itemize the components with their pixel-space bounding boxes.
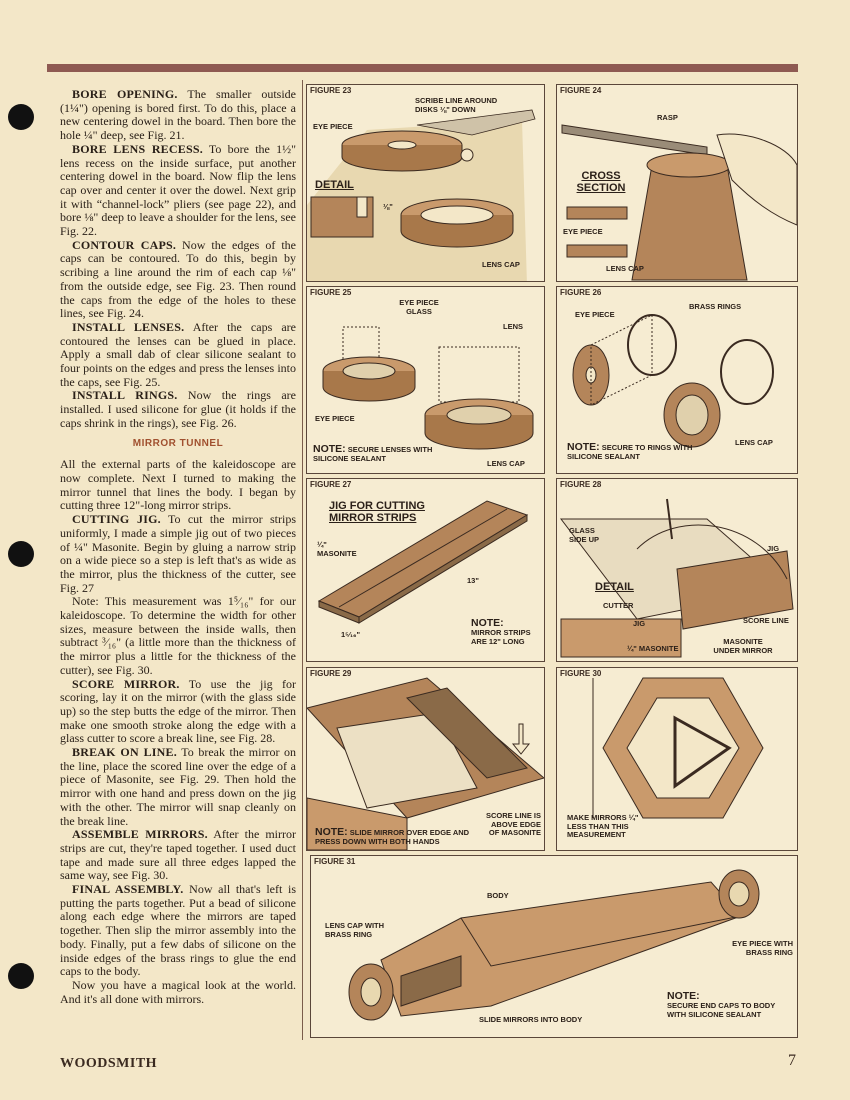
page-number: 7 bbox=[788, 1052, 796, 1069]
figure-label: 13" bbox=[467, 576, 479, 585]
figure-title: FIGURE 31 bbox=[314, 857, 356, 866]
paragraph-heading: CUTTING JIG. bbox=[72, 512, 161, 527]
note-heading: NOTE: bbox=[567, 441, 600, 453]
binder-hole bbox=[8, 104, 34, 130]
figure-label: LENS CAP WITH BRASS RING bbox=[325, 921, 385, 939]
figure-label: CUTTER bbox=[603, 601, 634, 610]
figure-25 bbox=[306, 286, 545, 474]
detail-heading: JIG FOR CUTTING MIRROR STRIPS bbox=[329, 500, 425, 524]
figure-label: BRASS RINGS bbox=[689, 302, 742, 311]
figure-26 bbox=[556, 286, 798, 474]
note-heading: NOTE: bbox=[471, 617, 504, 629]
binder-hole bbox=[8, 963, 34, 989]
paragraph-body: After the mirror strips are cut, they're taped together. I used duct tape and made sure all three edges lapped the same way, see Fig. 30. bbox=[60, 827, 296, 883]
note-body: SLIDE MIRROR OVER EDGE AND PRESS DOWN WITH BOTH HANDS bbox=[315, 828, 470, 846]
figure-29 bbox=[306, 667, 545, 851]
paragraph-heading: BORE LENS RECESS. bbox=[72, 141, 203, 156]
paragraph-body: All the external parts of the kaleidoscope are now complete. Next I turned to making the mirror tunnel that lines the body. I began by cutting three 12"-long mirror strips. bbox=[60, 457, 296, 513]
figure-note bbox=[567, 443, 717, 461]
detail-heading: DETAIL bbox=[595, 581, 634, 593]
paragraph-heading: CONTOUR CAPS. bbox=[72, 237, 177, 252]
paragraph bbox=[60, 979, 296, 1006]
figure-title: FIGURE 27 bbox=[310, 480, 352, 489]
paragraph bbox=[60, 88, 296, 143]
figure-label: 1⁵⁄₁₆" bbox=[341, 630, 361, 639]
figure-title: FIGURE 30 bbox=[560, 669, 602, 678]
figure-note bbox=[313, 445, 443, 463]
figure-label: ¼" MASONITE bbox=[627, 644, 679, 653]
figure-label: MAKE MIRRORS ¼" LESS THAN THIS MEASUREMENT bbox=[567, 813, 639, 839]
figure-label: BODY bbox=[487, 891, 509, 900]
paragraph-body: To use the jig for scoring, lay it on the mirror (with the glass side up) so the step butts the edge of the mirror. Then make one smooth stroke along the edge with a glass cutter to score a break line, see Fig. 28. bbox=[60, 676, 297, 746]
figure-label: LENS CAP bbox=[606, 264, 644, 273]
figure-label: SCRIBE LINE AROUND DISKS ⅛" DOWN bbox=[415, 96, 498, 114]
figure-note bbox=[471, 619, 541, 646]
paragraph bbox=[60, 321, 296, 390]
figure-31 bbox=[310, 855, 798, 1038]
column-divider bbox=[302, 80, 303, 1040]
figure-label: ¼" MASONITE bbox=[317, 540, 357, 558]
paragraph-body: Now the edges of the caps can be contoured. To do this, begin by scribing a line around the rim of each cap ⅛" from the outside edge, see Fig. 23. Then round the caps from the edge of the holes to these lines, see Fig. 24. bbox=[60, 237, 296, 321]
magazine-name: WOODSMITH bbox=[60, 1056, 158, 1071]
figure-label: ⅛" bbox=[383, 202, 393, 211]
figure-label: LENS CAP bbox=[487, 459, 525, 468]
detail-heading: CROSS SECTION bbox=[576, 170, 626, 194]
figure-label: LENS CAP bbox=[735, 438, 773, 447]
note-body: SECURE LENSES WITH SILICONE SEALANT bbox=[313, 445, 433, 463]
paragraph-body: To bore the 1½" lens recess on the inside surface, put another centering dowel in the board. Now flip the lens cap over and center it over the dowel. Next grip it with “channel-lock” pliers (see page 22), and bore ⅛" deep to leave a shoulder for the lens, see Fig. 22. bbox=[60, 141, 297, 239]
figure-title: FIGURE 28 bbox=[560, 480, 602, 489]
paragraph bbox=[60, 239, 296, 321]
figure-title: FIGURE 25 bbox=[310, 288, 352, 297]
note-body: SECURE TO RINGS WITH SILICONE SEALANT bbox=[567, 443, 693, 461]
figure-23 bbox=[306, 84, 545, 282]
figure-label: RASP bbox=[657, 113, 678, 122]
figure-label: SLIDE MIRRORS INTO BODY bbox=[479, 1015, 583, 1024]
paragraph bbox=[60, 143, 296, 239]
figure-title: FIGURE 29 bbox=[310, 669, 352, 678]
paragraph bbox=[60, 883, 296, 979]
figure-label: EYE PIECE bbox=[313, 122, 353, 131]
paragraph-body: Now all that's left is putting the parts together. Put a bead of silicone along each edge where the mirrors are taped together. Then slip the mirror assembly into the body. Finally, put a few dabs of silicone on the inside edges of the brass rings to glue the end caps to the body. bbox=[60, 882, 296, 979]
figure-label: JIG bbox=[767, 544, 780, 553]
figure-title: FIGURE 23 bbox=[310, 86, 352, 95]
note-heading: NOTE: bbox=[667, 990, 700, 1002]
note-heading: NOTE: bbox=[315, 826, 348, 838]
figure-label: EYE PIECE WITH BRASS RING bbox=[732, 939, 793, 957]
figure-label: EYE PIECE bbox=[575, 310, 615, 319]
figure-label: EYE PIECE GLASS bbox=[399, 298, 439, 316]
figure-label: JIG bbox=[633, 619, 646, 628]
note-body: SECURE END CAPS TO BODY WITH SILICONE SEALANT bbox=[667, 1001, 776, 1019]
figure-label: LENS bbox=[503, 322, 524, 331]
paragraph-body: Note: This measurement was 1⁵⁄₁₆" for our kaleidoscope. To determine the width for other sizes, measure between the inside walls, then subtract ³⁄₁₆" (a little more than the thickness of the mirror plus a little for the thickness of the cutter), see Fig. 30. bbox=[60, 594, 296, 677]
paragraph bbox=[60, 746, 296, 828]
paragraph-heading: FINAL ASSEMBLY. bbox=[72, 882, 184, 897]
note-heading: NOTE: bbox=[313, 443, 346, 455]
detail-heading: DETAIL bbox=[315, 179, 354, 191]
figure-label: SCORE LINE bbox=[743, 616, 789, 625]
figure-28-illustration bbox=[557, 479, 797, 661]
paragraph-heading: BREAK ON LINE. bbox=[72, 745, 177, 760]
figure-label: MASONITE UNDER MIRROR bbox=[713, 637, 773, 655]
section-title: MIRROR TUNNEL bbox=[132, 437, 224, 449]
paragraph bbox=[60, 389, 296, 430]
figure-title: FIGURE 26 bbox=[560, 288, 602, 297]
figure-27 bbox=[306, 478, 545, 662]
figure-label: LENS CAP bbox=[482, 260, 520, 269]
paragraph-body: To break the mirror on the line, place the scored line over the edge of a piece of Masonite, see Fig. 29. Then hold the mirror with one hand and press down on the jig with the other. The mirror will snap cleanly on the break line. bbox=[60, 745, 296, 828]
paragraph-body: To cut the mirror strips uniformly, I made a simple jig out of two pieces of ¼" Masonite. Begin by gluing a narrow strip on a wide piece so a step is left that's as wide as the mirror, plus the thickness of the cutter, see Fig. 27 bbox=[60, 512, 296, 595]
paragraph-body: Now the rings are installed. I used silicone for glue (it holds if the caps shrink in the rings), see Fig. 26. bbox=[60, 388, 297, 430]
paragraph-heading: BORE OPENING. bbox=[72, 87, 178, 101]
figure-28 bbox=[556, 478, 798, 662]
figure-note bbox=[667, 992, 787, 1019]
figure-label: EYE PIECE bbox=[315, 414, 355, 423]
paragraph bbox=[60, 513, 296, 595]
paragraph-body: After the caps are contoured the lenses can be glued in place. Apply a small dab of clear silicone sealant to four points on the edges and press the lenses into the caps, see Fig. 25. bbox=[60, 319, 296, 389]
article-text bbox=[60, 88, 296, 1006]
paragraph bbox=[60, 678, 296, 747]
figure-30 bbox=[556, 667, 798, 851]
figure-note bbox=[315, 828, 475, 846]
paragraph-heading: SCORE MIRROR. bbox=[72, 676, 180, 691]
figure-label: GLASS SIDE UP bbox=[569, 526, 600, 544]
paragraph-heading: INSTALL RINGS. bbox=[72, 388, 178, 403]
binder-hole bbox=[8, 541, 34, 567]
paragraph-body: Now you have a magical look at the world. And it's all done with mirrors. bbox=[60, 978, 296, 1006]
top-rule bbox=[47, 64, 798, 72]
figure-24 bbox=[556, 84, 798, 282]
note-body: MIRROR STRIPS ARE 12" LONG bbox=[471, 628, 531, 646]
figure-label: SCORE LINE IS ABOVE EDGE OF MASONITE bbox=[485, 811, 541, 837]
figure-title: FIGURE 24 bbox=[560, 86, 602, 95]
paragraph bbox=[60, 595, 296, 677]
paragraph-heading: ASSEMBLE MIRRORS. bbox=[72, 827, 208, 842]
paragraph-body: The smaller outside (1¼") opening is bored first. To do this, place a new centering dowel in the board. Then bore the hole ¼" deep, see Fig. 21. bbox=[60, 87, 296, 143]
paragraph bbox=[60, 828, 296, 883]
paragraph-heading: INSTALL LENSES. bbox=[72, 319, 185, 334]
figure-label: EYE PIECE bbox=[563, 227, 603, 236]
paragraph bbox=[60, 458, 296, 513]
